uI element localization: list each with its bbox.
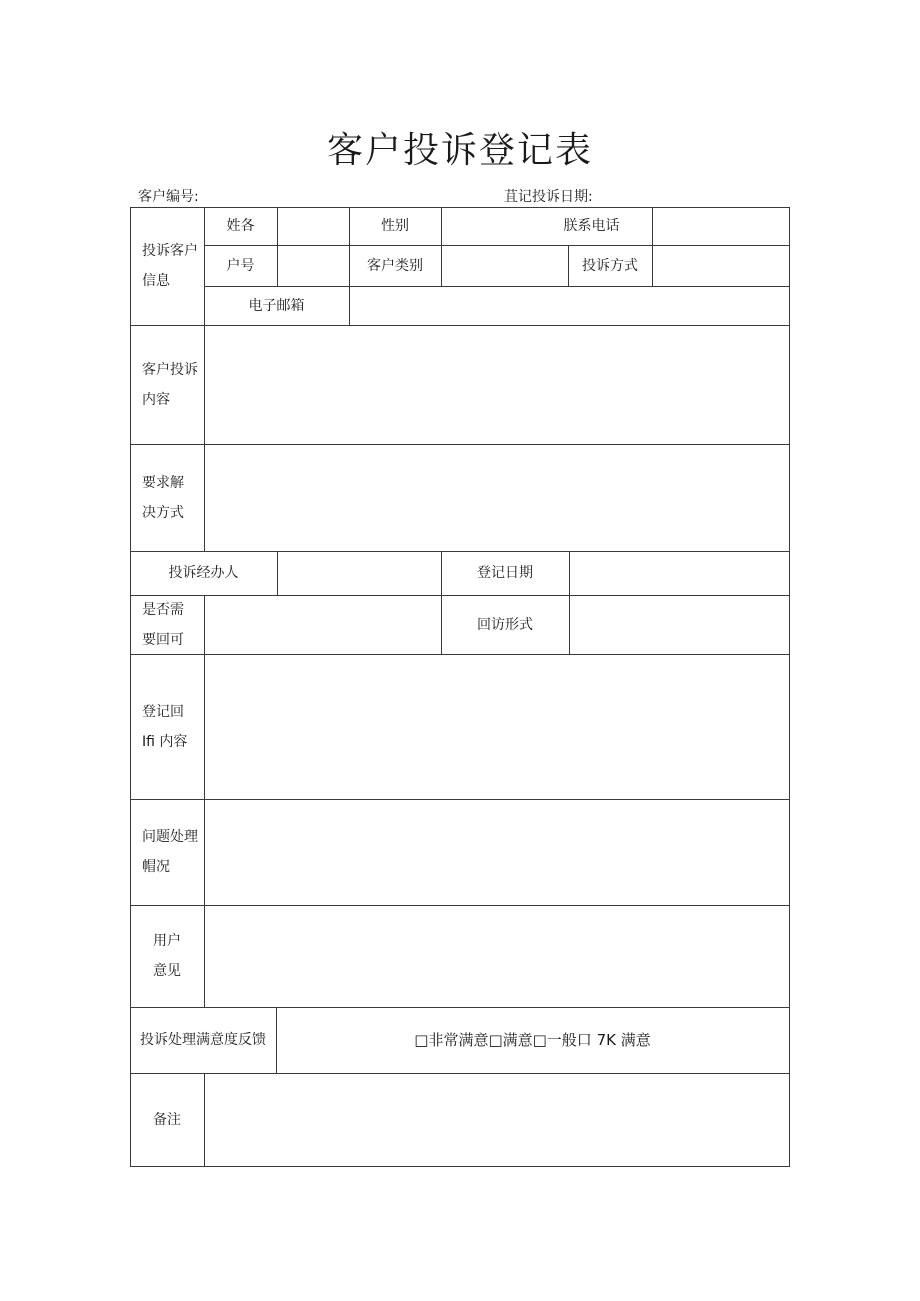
register-date-label: 苴记投诉日期: bbox=[504, 189, 593, 205]
callback-needed-label: 是否需 要回可 bbox=[142, 601, 184, 648]
satisfaction-options[interactable]: □非常满意□满意□一般口 7K 满意 bbox=[414, 1031, 651, 1049]
name-field[interactable] bbox=[277, 207, 349, 245]
category-field[interactable] bbox=[441, 245, 568, 286]
resolution-request-field[interactable] bbox=[204, 444, 789, 551]
resolution-request-label: 要求解 决方式 bbox=[142, 474, 184, 521]
handling-status-field[interactable] bbox=[204, 799, 789, 905]
handling-status-label: 问题处理 帽况 bbox=[142, 829, 198, 875]
complaint-content-field[interactable] bbox=[204, 325, 789, 444]
callback-form-label: 回访形式 bbox=[477, 616, 533, 633]
category-label: 客户类别 bbox=[367, 257, 423, 274]
handler-field[interactable] bbox=[277, 551, 441, 595]
channel-label: 投诉方式 bbox=[582, 257, 638, 274]
register-date-field[interactable] bbox=[569, 551, 789, 595]
complaint-content-label: 客户投诉 内容 bbox=[142, 361, 198, 408]
callback-needed-field[interactable] bbox=[204, 595, 441, 654]
register-date-cell-label: 登记日期 bbox=[477, 565, 533, 581]
handler-label: 投诉经办人 bbox=[168, 565, 239, 581]
remarks-field[interactable] bbox=[204, 1073, 789, 1166]
callback-content-label: 登记回 Ifi 内容 bbox=[142, 703, 188, 750]
user-opinion-field[interactable] bbox=[204, 905, 789, 1007]
name-label: 姓各 bbox=[226, 218, 255, 234]
account-label: 户号 bbox=[226, 257, 255, 274]
callback-form-field[interactable] bbox=[569, 595, 789, 654]
gender-field[interactable] bbox=[441, 207, 531, 245]
channel-field[interactable] bbox=[652, 245, 789, 286]
customer-no-label: 客户编号: bbox=[138, 189, 199, 205]
email-label: 电子邮箱 bbox=[248, 297, 305, 314]
user-opinion-label: 用户 意见 bbox=[153, 933, 181, 979]
satisfaction-label: 投诉处理满意度反馈 bbox=[140, 1032, 266, 1048]
callback-content-field[interactable] bbox=[204, 654, 789, 799]
gender-label: 性别 bbox=[381, 218, 409, 234]
customer-info-section-label: 投诉客户 信息 bbox=[142, 243, 198, 289]
phone-label: 朕系电话 bbox=[563, 218, 620, 234]
form-title: 客户投诉登记表 bbox=[326, 130, 593, 171]
account-field[interactable] bbox=[277, 245, 349, 286]
email-field[interactable] bbox=[349, 286, 789, 325]
phone-field[interactable] bbox=[652, 207, 789, 245]
remarks-label: 备注 bbox=[153, 1111, 181, 1128]
